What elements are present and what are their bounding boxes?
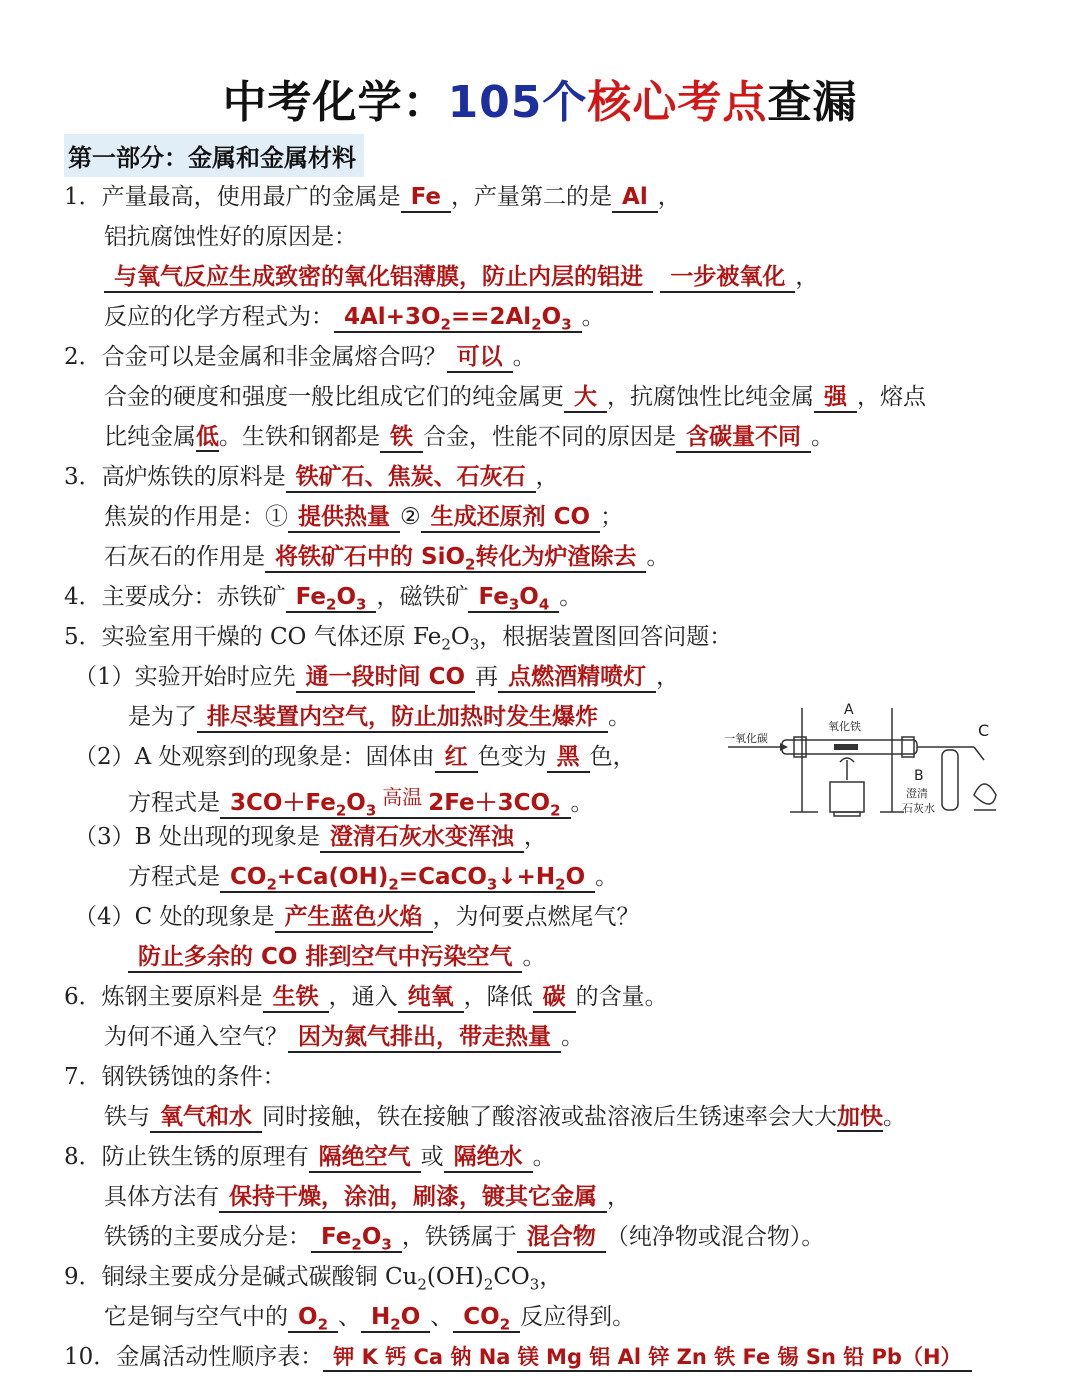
answer: Fe bbox=[401, 184, 451, 213]
title-part4: 查漏 bbox=[767, 77, 858, 128]
answer: 黑 bbox=[547, 744, 590, 773]
answer: $O_2$ bbox=[288, 1304, 338, 1333]
diagram-label-a: A bbox=[844, 702, 854, 718]
q1-line1: 1．产量最高，使用最广的金属是 Fe ，产量第二的是 Al ， bbox=[64, 183, 681, 211]
q5-p2-line2: 方程式是 $3CO+Fe_2O_3$高温 $2Fe+3CO_2$ 。 bbox=[128, 785, 594, 820]
diagram-label-fe: 氧化铁 bbox=[828, 720, 861, 733]
q1-line3: 与氧气反应生成致密的氧化铝薄膜，防止内层的铝进 一步被氧化 ， bbox=[104, 263, 818, 291]
answer: 通一段时间 CO bbox=[296, 664, 475, 693]
answer: $Fe_2O_3$ bbox=[311, 1224, 402, 1253]
q7-line1: 7．钢铁锈蚀的条件： bbox=[64, 1064, 286, 1090]
answer: 大 bbox=[564, 384, 607, 413]
q5-line1: 5．实验室用干燥的 CO 气体还原 $Fe_2O_3$，根据装置图回答问题： bbox=[64, 624, 733, 654]
q2-line1: 2．合金可以是金属和非金属熔合吗？ 可以 。 bbox=[64, 343, 536, 371]
answer: 保持干燥，涂油，刷漆，镀其它金属 bbox=[219, 1184, 607, 1213]
answer: 产生蓝色火焰 bbox=[275, 904, 433, 933]
answer: $Fe_3O_4$ bbox=[468, 584, 559, 613]
answer: 点燃酒精喷灯 bbox=[498, 664, 656, 693]
diagram-label-co: 一氧化碳 bbox=[724, 732, 768, 745]
answer: 含碳量不同 bbox=[676, 424, 811, 453]
answer: 红 bbox=[435, 744, 478, 773]
answer: 生成还原剂 CO bbox=[421, 504, 600, 533]
page-title bbox=[0, 66, 1080, 130]
answer: 铁矿石、焦炭、石灰石 bbox=[286, 464, 536, 493]
q8-line2: 具体方法有 保持干燥，涂油，刷漆，镀其它金属 ， bbox=[104, 1183, 630, 1211]
answer: 纯氧 bbox=[398, 984, 464, 1013]
answer: 排尽装置内空气，防止加热时发生爆炸 bbox=[197, 704, 608, 733]
q8-line1: 8．防止铁生锈的原理有 隔绝空气 或 隔绝水 。 bbox=[64, 1143, 556, 1171]
answer: 氧气和水 bbox=[150, 1104, 262, 1133]
answer: 生铁 bbox=[263, 984, 329, 1013]
q5-p1-line2: 是为了 排尽装置内空气，防止加热时发生爆炸 。 bbox=[128, 703, 631, 731]
q6-line2: 为何不通入空气？ 因为氮气排出，带走热量 。 bbox=[104, 1023, 584, 1051]
q3-line1: 3．高炉炼铁的原料是 铁矿石、焦炭、石灰石 ， bbox=[64, 463, 559, 491]
q1-line4: 反应的化学方程式为： $4Al+3O_2==2Al_2O_3$ 。 bbox=[104, 304, 605, 334]
answer: 混合物 bbox=[517, 1224, 606, 1253]
q5-p2-line1: （2）A 处观察到的现象是：固体由 红 色变为 黑 色， bbox=[74, 743, 636, 771]
answer: $Fe_2O_3$ bbox=[286, 584, 377, 613]
answer: 加快 bbox=[837, 1104, 883, 1130]
answer: 钾 K 钙 Ca 钠 Na 镁 Mg 铝 Al 锌 Zn 铁 Fe 锡 Sn 铅 Pb（H） bbox=[323, 1345, 971, 1372]
answer: 强 bbox=[814, 384, 857, 413]
q5-p3-line1: （3）B 处出现的现象是 澄清石灰水变浑浊 ， bbox=[74, 823, 547, 851]
q5-p1-line1: （1）实验开始时应先 通一段时间 CO 再 点燃酒精喷灯 ， bbox=[74, 663, 679, 691]
answer: 低 bbox=[196, 424, 219, 450]
equation: $3CO+Fe_2O_3$高温 $2Fe+3CO_2$ bbox=[220, 790, 571, 819]
q7-line2: 铁与 氧气和水 同时接触，铁在接触了酸溶液或盐溶液后生锈速率会大大加快。 bbox=[104, 1103, 906, 1131]
q1-line2: 铝抗腐蚀性好的原因是： bbox=[104, 224, 357, 250]
q5-p3-line2: 方程式是 $CO_2+Ca(OH)_2=CaCO_3↓+H_2O$ 。 bbox=[128, 864, 619, 894]
diagram-label-b: B bbox=[914, 768, 924, 784]
title-part1: 中考化学： bbox=[222, 77, 448, 128]
q10-line1: 10．金属活动性顺序表： 钾 K 钙 Ca 钠 Na 镁 Mg 铝 Al 锌 Zn 铁 Fe 锡 Sn 铅 Pb（H） bbox=[64, 1343, 972, 1371]
q8-line3: 铁锈的主要成分是： $Fe_2O_3$ ，铁锈属于 混合物 （纯净物或混合物）。 bbox=[104, 1224, 825, 1254]
answer: 防止多余的 CO 排到空气中污染空气 bbox=[128, 944, 522, 973]
title-part3: 核心考点 bbox=[587, 77, 768, 128]
answer: 可以 bbox=[447, 344, 513, 373]
answer: 一步被氧化 bbox=[660, 264, 795, 293]
answer: 铁 bbox=[380, 424, 423, 453]
q4-line1: 4．主要成分：赤铁矿 $Fe_2O_3$ ，磁铁矿 $Fe_3O_4$ 。 bbox=[64, 584, 583, 614]
q6-line1: 6．炼钢主要原料是 生铁 ，通入 纯氧 ，降低 碳 的含量。 bbox=[64, 983, 668, 1011]
diagram-label-lime2: 石灰水 bbox=[902, 802, 935, 815]
q3-line2: 焦炭的作用是：① 提供热量 ② 生成还原剂 CO ； bbox=[104, 503, 623, 531]
equation: $4Al+3O_2==2Al_2O_3$ bbox=[334, 304, 582, 333]
q2-line2: 合金的硬度和强度一般比组成它们的纯金属更 大 ，抗腐蚀性比纯金属 强 ，熔点 bbox=[104, 383, 926, 411]
answer: 澄清石灰水变浑浊 bbox=[320, 824, 524, 853]
answer: 碳 bbox=[533, 984, 576, 1013]
q5-p4-line2: 防止多余的 CO 排到空气中污染空气 。 bbox=[128, 943, 545, 971]
answer: 隔绝水 bbox=[444, 1144, 533, 1173]
title-part2: 105个 bbox=[447, 77, 588, 128]
answer: Al bbox=[612, 184, 658, 213]
q2-line3: 比纯金属低。生铁和钢都是 铁 合金，性能不同的原因是 含碳量不同 。 bbox=[104, 423, 834, 451]
section-heading: 第一部分：金属和金属材料 bbox=[64, 134, 364, 177]
diagram-label-lime1: 澄清 bbox=[906, 787, 928, 800]
diagram-label-c: C bbox=[978, 721, 990, 740]
q9-line1: 9．铜绿主要成分是碱式碳酸铜 $Cu_2(OH)_2CO_3$， bbox=[64, 1264, 563, 1294]
equation: $CO_2+Ca(OH)_2=CaCO_3↓+H_2O$ bbox=[220, 864, 595, 893]
q3-line3: 石灰石的作用是 将铁矿石中的 SiO$_2$转化为炉渣除去 。 bbox=[104, 544, 670, 574]
answer: 提供热量 bbox=[288, 504, 400, 533]
answer: 隔绝空气 bbox=[309, 1144, 421, 1173]
answer: $CO_2$ bbox=[453, 1304, 520, 1333]
answer: 与氧气反应生成致密的氧化铝薄膜，防止内层的铝进 bbox=[104, 264, 653, 293]
apparatus-diagram bbox=[722, 700, 1012, 825]
q9-line2: 它是铜与空气中的 $O_2$ 、 $H_2O$ 、 $CO_2$ 反应得到。 bbox=[104, 1304, 636, 1334]
q5-p4-line1: （4）C 处的现象是 产生蓝色火焰 ，为何要点燃尾气？ bbox=[74, 903, 640, 931]
answer: 因为氮气排出，带走热量 bbox=[288, 1024, 561, 1053]
answer: 将铁矿石中的 SiO$_2$转化为炉渣除去 bbox=[265, 544, 646, 573]
answer: $H_2O$ bbox=[361, 1304, 430, 1333]
